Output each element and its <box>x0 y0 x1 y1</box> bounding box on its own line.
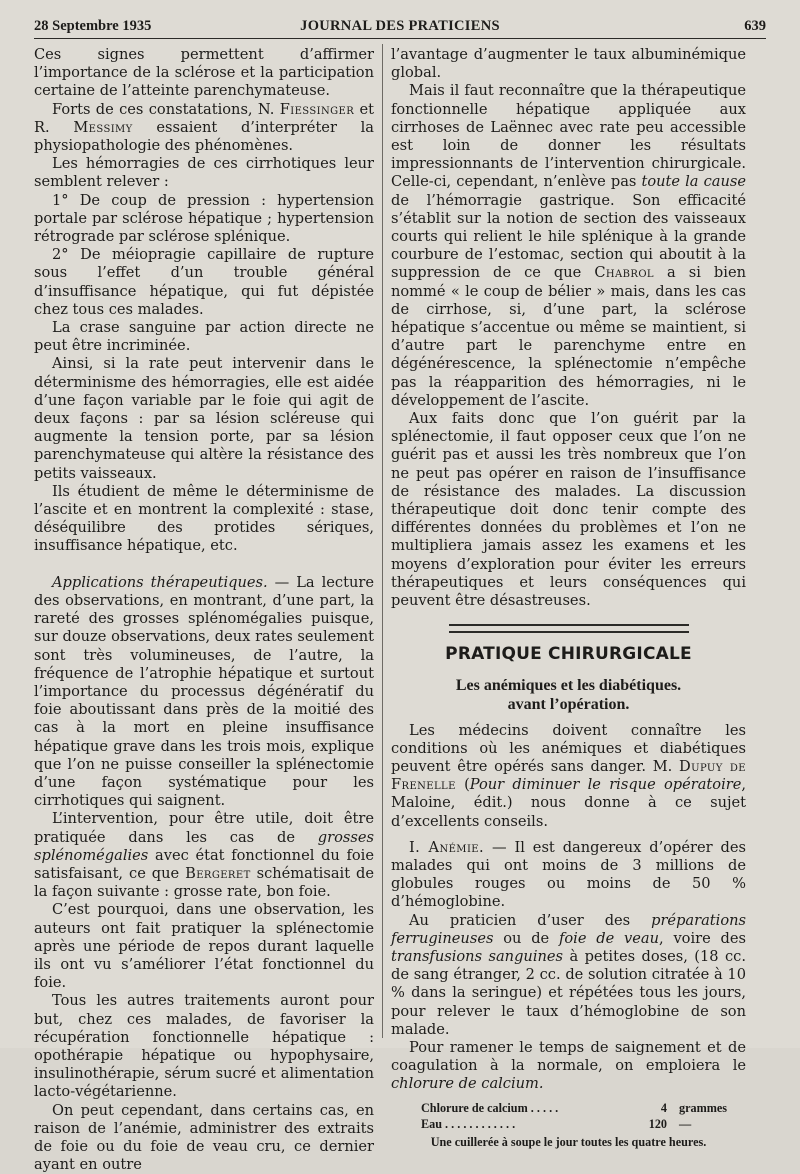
author-name: Messimy <box>73 118 133 136</box>
paragraph <box>391 1039 746 1094</box>
article-title-line: Les anémiques et les diabétiques. <box>455 676 682 694</box>
emphasis: chlorure de calcium. <box>391 1075 544 1093</box>
paragraph: C’est pourquoi, dans une observation, les auteurs ont fait pratiquer la splénectomie après une période de repos durant laquelle ils ont vu s’améliorer l’état fonctionnel du foie. <box>34 901 374 992</box>
text-run: ou de <box>493 929 559 947</box>
text-run: Au praticien d’user des <box>409 911 652 929</box>
header-page-number: 639 <box>744 18 766 34</box>
column-divider <box>382 44 383 1038</box>
paragraph <box>34 101 374 156</box>
text-run: à petites doses, (18 cc. de sang étranger, 2 cc. de solution citratée à 10 % dans la seringue) et répétées tous les jours, pour relever le taux d’hémoglobine de son malade. <box>391 947 746 1038</box>
formula-row <box>391 1116 746 1132</box>
header-rule <box>34 38 766 39</box>
right-column <box>391 46 746 1150</box>
dosage-note: Une cuillerée à soupe le jour toutes les quatre heures. <box>430 1134 707 1149</box>
emphasis: grosses splénomégalies <box>34 828 374 864</box>
text-run: Les médecins doivent connaître les conditions où les anémiques et diabétiques peuvent être opérés sans danger. M. <box>391 721 746 775</box>
ingredient-unit: grammes <box>679 1100 728 1115</box>
header-journal-title: JOURNAL DES PRATICIENS <box>300 18 500 34</box>
article-title-line: avant l’opération. <box>507 695 630 713</box>
paragraph: Ces signes permettent d’affirmer l’importance de la sclérose et la participation certaine de l’atteinte parenchymateuse. <box>34 46 374 100</box>
text-run: Mais il faut reconnaître que la thérapeutique fonctionnelle hépatique appliquée aux cirrhoses de Laënnec avec rate peu accessible est loin de donner les résultats impressionnants de l’intervention chirurgicale. Celle-ci, cependant, n’enlève pas <box>391 82 746 191</box>
paragraph: l’avantage d’augmenter le taux albuminémique global. <box>391 46 746 82</box>
spacer <box>391 831 746 839</box>
header-date: 28 Septembre 1935 <box>34 18 152 34</box>
emphasis: foie de veau <box>558 929 660 947</box>
section-divider <box>449 624 689 633</box>
ingredient-quantity: 120 <box>648 1116 667 1131</box>
ingredient-name: Chlorure de calcium . . . . . <box>421 1100 559 1115</box>
emphasis: toute la cause <box>641 173 746 191</box>
book-title: Pour diminuer le risque opératoire <box>469 776 742 794</box>
text-run: de l’hémorragie gastrique. Son efficacité s’établit sur la notion de section des vaisseaux courts qui relient le hile splénique à la grande courbure de l’estomac, section qui aboutit à la suppression de ce que <box>391 191 746 282</box>
text-run: — Il est dangereux d’opérer des malades qui ont moins de 3 millions de globules rouges ou moins de 50 % d’hémoglobine. <box>391 838 746 911</box>
paragraph: 2° De méiopragie capillaire de rupture sous l’effet d’un trouble général d’insuffisance hépatique, qui fut dépistée chez tous ces malades. <box>34 246 374 318</box>
text-run: Pour ramener le temps de saignement et de coagulation à la normale, on emploiera le <box>391 1038 746 1075</box>
ingredient-quantity: 4 <box>660 1100 667 1115</box>
text-run: a si bien nommé « le coup de bélier » mais, dans les cas de cirrhose, si, d’une part, la sclérose hépatique s’accentue ou même se maintient, si d’autre part le parenchyme entre en dégénérescence, la splénectomie n’empêche pas la réapparition des hémorragies, ni le développement de l’ascite. <box>391 264 746 409</box>
paragraph: On peut cependant, dans certains cas, en raison de l’anémie, administrer des extraits de foie ou du foie de veau cru, ce dernier ayant en outre <box>34 1101 374 1174</box>
text-run: — La lecture des observations, en montrant, d’une part, la rareté des grosses splénomégalies puisque, sur douze observations, deux rates seulement sont très volumineuses, de l’autre, la fréquence de l’atrophie hépatique et surtout l’importance du processus dégénératif du foie aboutissant dans près de la moitié des cas à la mort en pleine insuffisance hépatique grave dans les trois mois, explique que l’on ne puisse conseiller la splénectomie d’une façon systématique pour les cirrhotiques qui saignent. <box>34 573 374 810</box>
text-run: , voire des <box>659 929 747 947</box>
ingredient-unit: — <box>679 1116 692 1131</box>
paragraph: Les hémorragies de ces cirrhotiques leur semblent relever : <box>34 155 374 191</box>
paragraph <box>391 839 746 912</box>
paragraph <box>34 810 374 901</box>
text-run: et R. <box>34 100 374 136</box>
ingredient-name: Eau . . . . . . . . . . . . <box>421 1116 516 1131</box>
paragraph <box>391 82 746 410</box>
page-header <box>34 18 766 40</box>
text-run: Forts de ces constatations, N. <box>52 100 280 118</box>
author-name: Dupuy de Frenelle <box>391 757 746 794</box>
section-title: PRATIQUE CHIRURGICALE <box>445 644 692 665</box>
paragraph: 1° De coup de pression : hypertension portale par sclérose hépatique ; hypertension rétrograde par sclérose splénique. <box>34 191 374 246</box>
paragraph: Tous les autres traitements auront pour but, chez ces malades, de favoriser la récupération fonctionnelle hépatique : opothérapie hépatique ou hypophysaire, insulinothérapie, sérum sucré et alimentation lacto-végétarienne. <box>34 992 374 1101</box>
paragraph <box>391 722 746 831</box>
emphasis: transfusions sanguines <box>391 947 564 965</box>
text-run: , Maloine, édit.) nous donne à ce sujet d’excellents conseils. <box>391 776 746 830</box>
prescription-formula <box>391 1100 746 1150</box>
text-run: L’intervention, pour être utile, doit être pratiquée dans les cas de <box>34 810 374 846</box>
formula-row <box>391 1100 746 1116</box>
paragraph <box>391 912 746 1039</box>
emphasis: préparations ferrugineuses <box>391 911 746 947</box>
paragraph: Ils étudient de même le déterminisme de l’ascite et en montrent la complexité : stase, déséquilibre des protides sériques, insuffisance hépatique, etc. <box>34 482 374 555</box>
subsection-heading: I. Anémie. <box>409 838 485 856</box>
text-run: ( <box>455 776 470 794</box>
author-name: Chabrol <box>594 264 654 282</box>
author-name: Bergeret <box>185 864 251 882</box>
text-run: schématisait de la façon suivante : grosse rate, bon foie. <box>34 864 374 901</box>
text-run: avec état fonctionnel du foie satisfaisant, ce que <box>34 846 374 882</box>
paragraph: La crase sanguine par action directe ne peut être incriminée. <box>34 319 374 355</box>
paragraph: Ainsi, si la rate peut intervenir dans le déterminisme des hémorragies, elle est aidée d’une façon variable par le foie qui agit de deux façons : par sa lésion scléreuse qui augmente la tension porte, par sa lésion parenchymateuse qui altère la résistance des petits vaisseaux. <box>34 355 374 482</box>
subsection-label: Applications thérapeutiques. <box>52 573 268 591</box>
spacer <box>34 556 374 574</box>
paragraph <box>34 574 374 811</box>
paragraph: Aux faits donc que l’on guérit par la splénectomie, il faut opposer ceux que l’on ne guérit pas et aussi les très nombreux que l’on ne peut pas opérer en raison de l’insuffisance de résistance des malades. La discussion thérapeutique doit donc tenir compte des différentes données du problèmes et l’on ne multipliera jamais assez les examens et les moyens d’exploration pour éviter les erreurs thérapeutiques et leurs conséquences qui peuvent être désastreuses. <box>391 410 746 610</box>
text-run: essaient d’interpréter la physiopathologie des phénomènes. <box>34 118 374 155</box>
author-name: Fiessinger <box>279 100 355 118</box>
left-column <box>34 46 374 1174</box>
article-title <box>391 676 746 714</box>
